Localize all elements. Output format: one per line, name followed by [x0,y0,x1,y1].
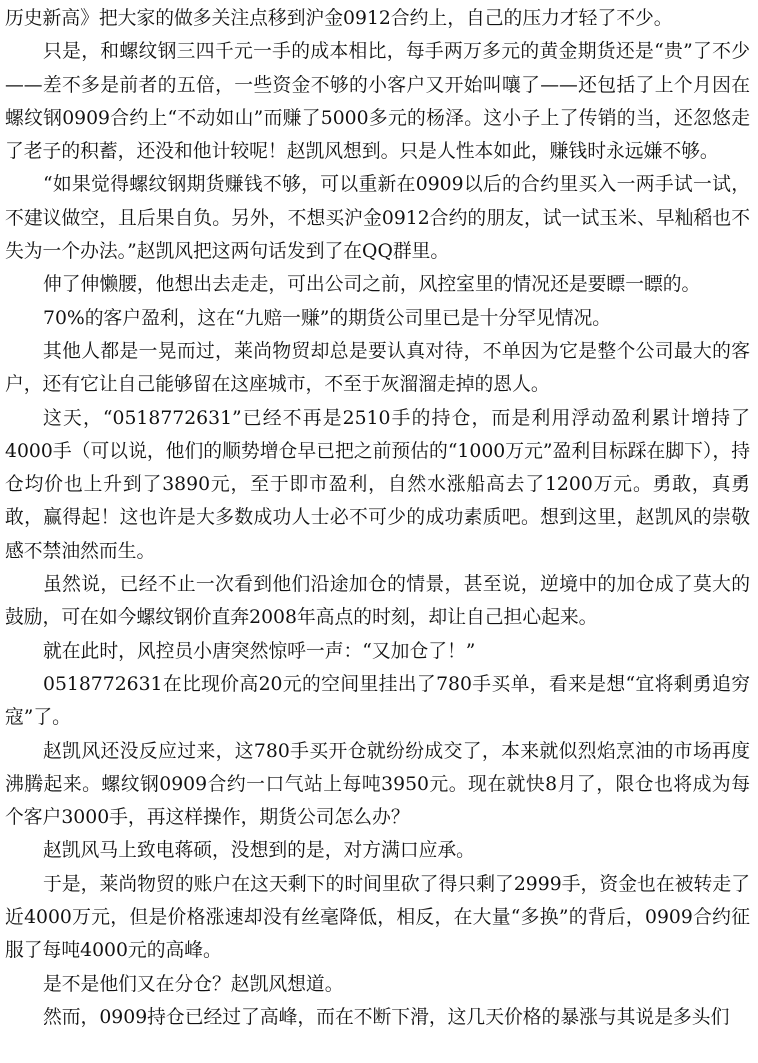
paragraph-6: 其他人都是一晃而过，莱尚物贸却总是要认真对待，不单因为它是整个公司最大的客户，还有它让自己能够留在这座城市，不至于灰溜溜走掉的恩人。 [5,340,750,396]
paragraph-2: 只是，和螺纹钢三四千元一手的成本相比，每手两万多元的黄金期货还是“贵”了不少——差不多是前者的五倍，一些资金不够的小客户又开始叫嚷了——还包括了上个月因在螺纹钢0909合约上“不动如山”而赚了5000多元的杨泽。这小子上了传销的当，还忽悠走了老子的积蓄，还没和他计较呢！赵凯风想到。只是人性本如此，赚钱时永远嫌不够。 [5,41,750,163]
paragraph-7: 这天，“0518772631”已经不再是2510手的持仓，而是利用浮动盈利累计增持了4000手（可以说，他们的顺势增仓早已把之前预估的“1000万元”盈利目标踩在脚下），持仓均价也上升到了3890元，至于即市盈利，自然水涨船高去了1200万元。勇敢，真勇敢，赢得起！这也许是大多数成功人士必不可少的成功素质吧。想到这里，赵凯风的崇敬感不禁油然而生。 [5,407,750,562]
paragraph-1: 历史新高》把大家的做多关注点移到沪金0912合约上，自己的压力才轻了不少。 [5,8,673,29]
paragraph-4: 伸了伸懒腰，他想出去走走，可出公司之前，风控室里的情况还是要瞟一瞟的。 [43,274,701,296]
paragraph-11: 赵凯风还没反应过来，这780手买开仓就纷纷成交了，本来就似烈焰烹油的市场再度沸腾起来。螺纹钢0909合约一口气站上每吨3950元。现在就快8月了，限仓也将成为每个客户3000手，再这样操作，期货公司怎么办？ [5,740,750,829]
paragraph-8: 虽然说，已经不止一次看到他们沿途加仓的情景，甚至说，逆境中的加仓成了莫大的鼓励，可在如今螺纹钢价直奔2008年高点的时刻，却让自己担心起来。 [5,574,750,629]
paragraph-3: “如果觉得螺纹钢期货赚钱不够，可以重新在0909以后的合约里买入一两手试一试，不建议做空，且后果自负。另外，不想买沪金0912合约的朋友，试一试玉米、早籼稻也不失为一个办法。”赵凯风把这两句话发到了在QQ群里。 [5,174,750,263]
paragraph-9: 就在此时，风控员小唐突然惊呼一声：“又加仓了！” [43,640,476,662]
paragraph-12: 赵凯风马上致电蒋硕，没想到的是，对方满口应承。 [43,840,475,862]
paragraph-14: 是不是他们又在分仓？赵凯风想道。 [43,973,344,995]
paragraph-13: 于是，莱尚物贸的账户在这天剩下的时间里砍了得只剩了2999手，资金也在被转走了近4000万元，但是价格涨速却没有丝毫降低，相反，在大量“多换”的背后，0909合约征服了每吨4000元的高峰。 [5,873,750,962]
paragraph-10: 0518772631在比现价高20元的空间里挂出了780手买单，看来是想“宜将剩勇追穷寇”了。 [5,673,750,729]
paragraph-5: 70%的客户盈利，这在“九赔一赚”的期货公司里已是十分罕见情况。 [43,307,612,329]
paragraph-15: 然而，0909持仓已经过了高峰，而在不断下滑，这几天价格的暴涨与其说是多头们 [43,1006,730,1028]
